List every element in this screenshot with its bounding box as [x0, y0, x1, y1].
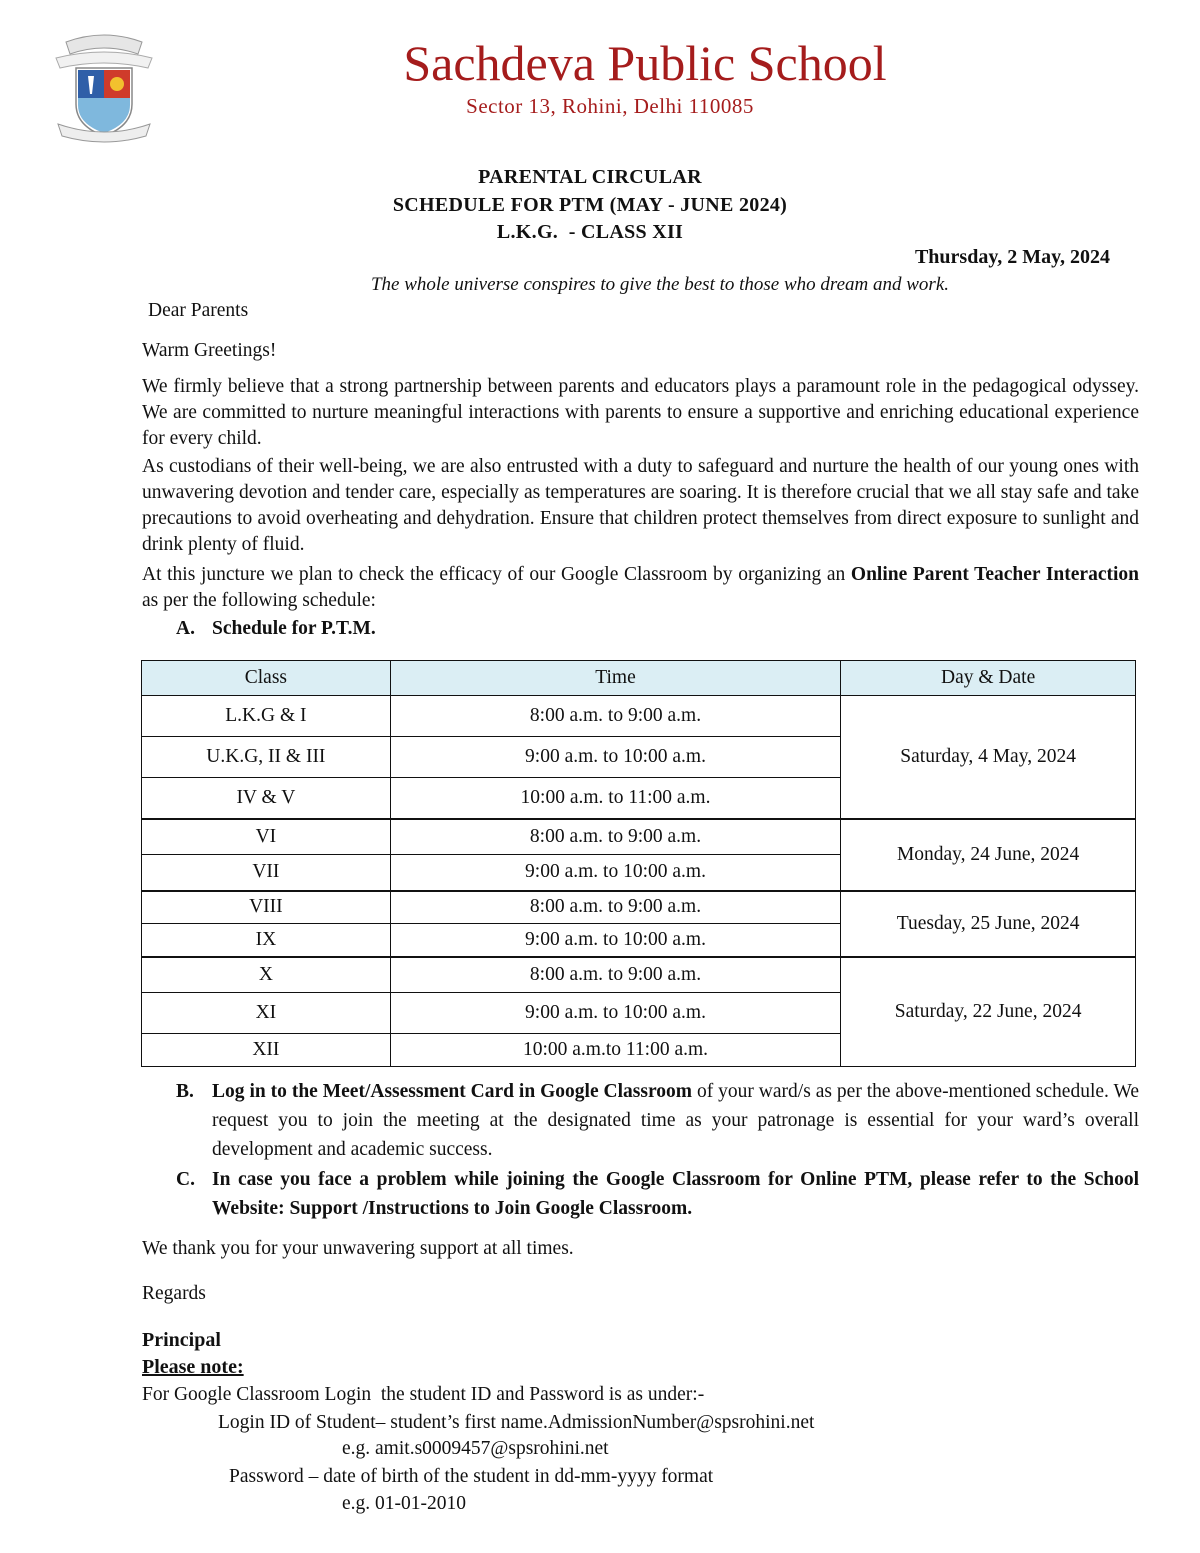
cell-time: 8:00 a.m. to 9:00 a.m.: [390, 696, 841, 737]
circular-date: Thursday, 2 May, 2024: [914, 246, 1110, 268]
greeting: Warm Greetings!: [142, 340, 277, 361]
regards-line: Regards: [142, 1283, 206, 1304]
cell-date: Tuesday, 25 June, 2024: [841, 891, 1136, 957]
section-a-heading: [176, 618, 376, 640]
table-row: [142, 891, 1136, 924]
circular-title: PARENTAL CIRCULAR: [478, 166, 702, 188]
cell-time: 8:00 a.m. to 9:00 a.m.: [390, 819, 841, 855]
password-format: Password – date of birth of the student in dd-mm-yyyy format: [229, 1466, 714, 1487]
header-day-date: Day & Date: [841, 661, 1136, 696]
section-a-title: Schedule for P.T.M.: [212, 618, 376, 639]
paragraph-ptm-intro-end: as per the following schedule:: [142, 590, 376, 611]
cell-class: IX: [142, 924, 391, 957]
salutation: Dear Parents: [148, 300, 249, 321]
cell-time: 8:00 a.m. to 9:00 a.m.: [390, 891, 841, 924]
table-row: [142, 696, 1136, 737]
section-a-label: A.: [176, 618, 195, 639]
table-row: [142, 819, 1136, 855]
paragraph-ptm-intro-bold: Online Parent Teacher Interaction: [850, 564, 1139, 585]
cell-date: Monday, 24 June, 2024: [841, 819, 1136, 891]
paragraph-partnership: We firmly believe that a strong partnership between parents and educators plays a paramount role in the pedagogical odyssey. We are committed to nurture meaningful interactions with parents to ensure a supportive and enriching educational experience for every child.: [142, 376, 1139, 449]
section-b-item: [176, 1077, 1139, 1164]
paragraph-ptm-intro: [142, 562, 1139, 614]
cell-class: U.K.G, II & III: [142, 737, 391, 778]
cell-time: 9:00 a.m. to 10:00 a.m.: [390, 993, 841, 1034]
section-c-text: In case you face a problem while joining the Google Classroom for Online PTM, please refer to the School Website: Support /Instructions to Join Google Classroom.: [212, 1169, 1139, 1219]
school-address: Sector 13, Rohini, Delhi 110085: [466, 94, 754, 118]
cell-date: Saturday, 22 June, 2024: [841, 957, 1136, 1067]
cell-class: L.K.G & I: [142, 696, 391, 737]
paragraph-ptm-intro-start: At this juncture we plan to check the efficacy of our Google Classroom by organizing an: [142, 564, 851, 585]
school-crest-logo: [48, 28, 160, 146]
cell-time: 9:00 a.m. to 10:00 a.m.: [390, 737, 841, 778]
table-header-row: [142, 661, 1136, 696]
section-b-bold-text: Log in to the Meet/Assessment Card in Google Classroom: [212, 1081, 693, 1102]
login-intro: For Google Classroom Login the student ID and Password is as under:-: [142, 1384, 705, 1405]
section-c-item: [176, 1165, 1139, 1223]
circular-classes: L.K.G. - CLASS XII: [496, 221, 684, 243]
cell-class: XI: [142, 993, 391, 1034]
circular-subtitle: SCHEDULE FOR PTM (MAY - JUNE 2024): [392, 194, 788, 216]
note-title: Please note:: [142, 1356, 244, 1378]
cell-time: 8:00 a.m. to 9:00 a.m.: [390, 957, 841, 993]
section-b-label: B.: [176, 1081, 194, 1102]
cell-class: VII: [142, 855, 391, 891]
cell-class: VI: [142, 819, 391, 855]
header-class: Class: [142, 661, 391, 696]
header-time: Time: [390, 661, 841, 696]
password-example: e.g. 01-01-2010: [342, 1493, 467, 1514]
cell-class: VIII: [142, 891, 391, 924]
motto: The whole universe conspires to give the best to those who dream and work.: [370, 274, 949, 295]
signatory: Principal: [142, 1329, 221, 1351]
table-row: [142, 957, 1136, 993]
login-id-format: Login ID of Student– student’s first name.AdmissionNumber@spsrohini.net: [218, 1412, 815, 1433]
cell-class: IV & V: [142, 778, 391, 819]
cell-class: X: [142, 957, 391, 993]
paragraph-health: As custodians of their well-being, we are also entrusted with a duty to safeguard and nurture the health of our young ones with unwavering devotion and tender care, especially as temperatures are soaring. It is therefore crucial that we all stay safe and take precautions to avoid overheating and dehydration. Ensure that children protect themselves from direct exposure to sunlight and drink plenty of fluid.: [142, 456, 1139, 555]
thanks-line: We thank you for your unwavering support at all times.: [142, 1238, 574, 1259]
section-b-text: of your ward/s as per the above-mentioned schedule. We request you to join the meeting at the designated time as your patronage is essential for your ward’s overall development and academic success.: [212, 1081, 1139, 1160]
login-id-example: e.g. amit.s0009457@spsrohini.net: [342, 1438, 609, 1459]
cell-time: 10:00 a.m. to 11:00 a.m.: [390, 778, 841, 819]
section-c-label: C.: [176, 1169, 195, 1190]
cell-time: 9:00 a.m. to 10:00 a.m.: [390, 924, 841, 957]
cell-time: 9:00 a.m. to 10:00 a.m.: [390, 855, 841, 891]
ptm-schedule-table: [141, 660, 1136, 1067]
school-name: Sachdeva Public School: [403, 35, 887, 91]
cell-date: Saturday, 4 May, 2024: [841, 696, 1136, 819]
cell-time: 10:00 a.m.to 11:00 a.m.: [390, 1034, 841, 1067]
cell-class: XII: [142, 1034, 391, 1067]
